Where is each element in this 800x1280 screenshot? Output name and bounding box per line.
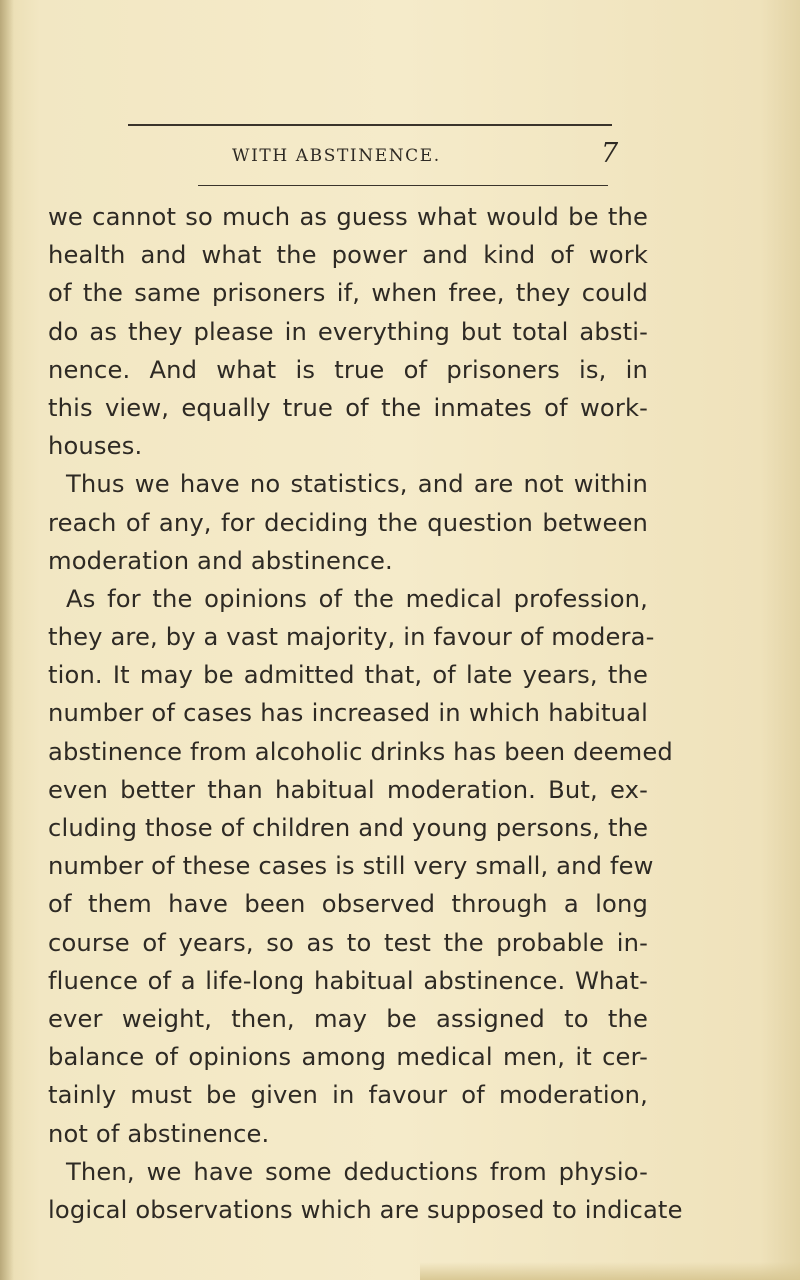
text-line: As for the opinions of the medical profession,: [66, 584, 648, 613]
text-line: tainly must be given in favour of moderation,: [48, 1081, 648, 1110]
text-line: abstinence from alcoholic drinks has been deemed: [48, 737, 673, 766]
page-edge-shadow: [420, 1262, 800, 1280]
text-line: they are, by a vast majority, in favour of modera-: [48, 623, 655, 652]
text-line: tion. It may be admitted that, of late years, the: [48, 661, 648, 690]
page-number: 7: [601, 138, 619, 169]
header-rule-bottom: [198, 185, 608, 186]
text-line: course of years, so as to test the probable in-: [48, 928, 648, 957]
text-line: moderation and abstinence.: [48, 546, 393, 575]
text-line: logical observations which are supposed to indicate: [48, 1195, 683, 1224]
running-head-title: WITH ABSTINENCE.: [232, 146, 441, 166]
text-line: of the same prisoners if, when free, they could: [48, 279, 648, 308]
text-line: nence. And what is true of prisoners is, in: [48, 355, 648, 384]
text-line: houses.: [48, 432, 143, 461]
body-text: [48, 198, 683, 1229]
text-line: not of abstinence.: [48, 1119, 270, 1148]
text-line: we cannot so much as guess what would be the: [48, 203, 648, 231]
text-line: number of cases has increased in which habitual: [48, 699, 648, 728]
text-line: fluence of a life-long habitual abstinence. What-: [48, 966, 648, 995]
text-line: this view, equally true of the inmates of work-: [48, 393, 648, 422]
text-line: Then, we have some deductions from physio-: [66, 1157, 648, 1186]
text-line: of them have been observed through a long: [48, 890, 648, 919]
text-line: cluding those of children and young persons, the: [48, 814, 649, 842]
header-rule-top: [128, 124, 612, 126]
text-line: even better than habitual moderation. But, ex-: [48, 775, 648, 804]
text-line: do as they please in everything but total absti-: [48, 317, 648, 346]
text-line: reach of any, for deciding the question between: [48, 508, 648, 537]
running-head: [0, 140, 800, 170]
text-line: number of these cases is still very small, and few: [48, 852, 654, 881]
binding-shadow: [0, 0, 14, 1280]
text-line: Thus we have no statistics, and are not within: [66, 470, 648, 499]
text-line: health and what the power and kind of work: [48, 241, 648, 270]
text-line: balance of opinions among medical men, it cer-: [48, 1043, 648, 1072]
text-line: ever weight, then, may be assigned to the: [48, 1004, 648, 1033]
